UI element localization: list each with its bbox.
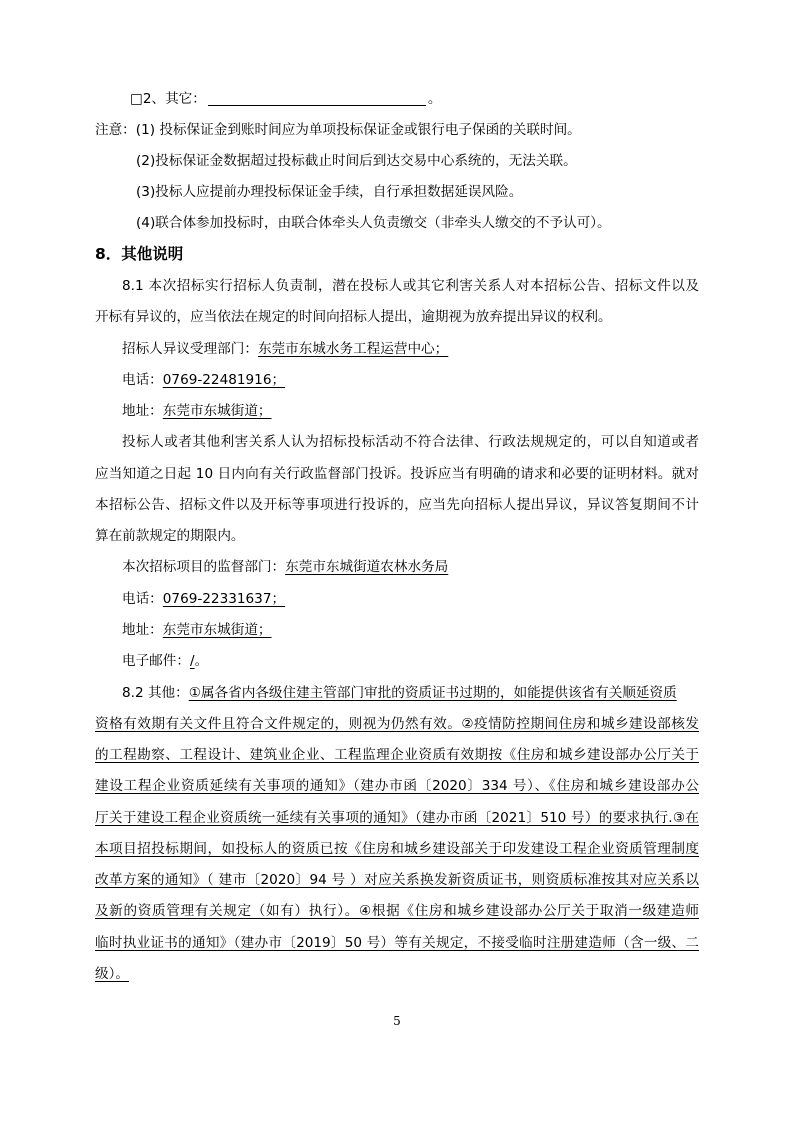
address-line-1 (122, 402, 272, 420)
complaint-para-line-2: 应当知道之日起 10 日内向有关行政监督部门投诉。投诉应当有明确的请求和必要的证明材料。就对 (95, 466, 699, 482)
objection-dept-line (122, 340, 448, 358)
page-number: 5 (393, 1014, 401, 1028)
complaint-para-line-3: 本招标公告、招标文件以及开标等事项进行投诉的，应当先向招标人提出异议，异议答复期间不计 (95, 497, 699, 513)
email-suffix: 。 (194, 653, 209, 669)
section-heading: 8．其他说明 (95, 245, 184, 263)
email-value: / (189, 653, 195, 669)
note-1: 注意：(1) 投标保证金到账时间应为单项投标保证金或银行电子保函的关联时间。 (95, 122, 581, 138)
paragraph-8-2-prefix: 8.2 其他： (122, 685, 189, 701)
paragraph-8-2-line-5: 厅关于建设工程企业资质统一延续有关事项的通知》（建办市函〔2021〕510 号）的要求执行.③在 (95, 810, 699, 826)
supervision-dept-value: 东莞市东城街道农林水务局 (285, 559, 449, 575)
phone-line-2 (122, 590, 285, 608)
paragraph-8-2-line-2: 资格有效期有关文件且符合文件规定的，则视为仍然有效。②疫情防控期间住房和城乡建设部核发 (95, 716, 699, 732)
email-label: 电子邮件： (122, 653, 190, 669)
paragraph-8-2-text-1: ①属各省内各级住建主管部门审批的资质证书过期的，如能提供该省有关顺延资质 (188, 685, 677, 701)
address-label-1: 地址： (122, 403, 163, 419)
phone-label-2: 电话： (122, 591, 163, 607)
paragraph-8-2-line-3: 的工程勘察、工程设计、建筑业企业、工程监理企业资质有效期按《住房和城乡建设部办公厅关于 (95, 747, 699, 763)
address-line-2 (122, 621, 272, 639)
supervision-dept-label: 本次招标项目的监督部门： (122, 559, 286, 575)
complaint-para-line-1: 投标人或者其他利害关系人认为招标投标活动不符合法律、行政法规规定的，可以自知道或者 (122, 434, 699, 450)
paragraph-8-2-line-10: 级）。 (95, 966, 129, 982)
address-value-1: 东莞市东城街道； (162, 403, 272, 419)
complaint-para-line-4: 算在前款规定的期限内。 (95, 528, 245, 544)
phone-value-2: 0769-22331637； (162, 591, 286, 607)
email-line (122, 652, 208, 670)
phone-line-1 (122, 371, 285, 389)
address-label-2: 地址： (122, 622, 163, 638)
paragraph-8-2-line-7: 改革方案的通知》（ 建市〔2020〕94 号 ）对应关系换发新资质证书，则资质标准按其对应关系以 (95, 872, 699, 888)
phone-value-1: 0769-22481916； (162, 372, 286, 388)
other-option-suffix: 。 (427, 91, 442, 107)
paragraph-8-2-line-1 (122, 684, 677, 702)
note-2: (2)投标保证金数据超过投标截止时间后到达交易中心系统的，无法关联。 (136, 153, 577, 169)
supervision-dept-line (122, 558, 448, 576)
paragraph-8-2-line-6: 本项目招投标期间，如投标人的资质已按《住房和城乡建设部关于印发建设工程企业资质管理制度 (95, 841, 699, 857)
note-4: (4)联合体参加投标时，由联合体牵头人负责缴交（非牵头人缴交的不予认可）。 (136, 215, 611, 231)
paragraph-8-2-line-4: 建设工程企业资质延续有关事项的通知》（建办市函〔2020〕334 号）、《住房和城乡建设部办公 (95, 778, 699, 794)
objection-dept-label: 招标人异议受理部门： (122, 341, 258, 357)
paragraph-8-2-line-9: 临时执业证书的通知》（建办市〔2019〕50 号）等有关规定，不接受临时注册建造师（含一级、二 (95, 935, 699, 951)
other-option-line (130, 90, 441, 108)
note-3: (3)投标人应提前办理投标保证金手续，自行承担数据延误风险。 (136, 184, 523, 200)
paragraph-8-2-line-8: 及新的资质管理有关规定（如有）执行）。④根据《住房和城乡建设部办公厅关于取消一级建造师 (95, 903, 699, 919)
phone-label-1: 电话： (122, 372, 163, 388)
paragraph-8-1-line-1: 8.1 本次招标实行招标人负责制，潜在投标人或其它利害关系人对本招标公告、招标文件以及 (122, 278, 699, 294)
objection-dept-value: 东莞市东城水务工程运营中心； (257, 341, 449, 357)
other-option-label: □2、其它： (130, 91, 206, 107)
paragraph-8-1-line-2: 开标有异议的，应当依法在规定的时间向招标人提出，逾期视为放弃提出异议的权利。 (95, 309, 612, 325)
other-blank-field (208, 91, 426, 106)
address-value-2: 东莞市东城街道； (162, 622, 272, 638)
